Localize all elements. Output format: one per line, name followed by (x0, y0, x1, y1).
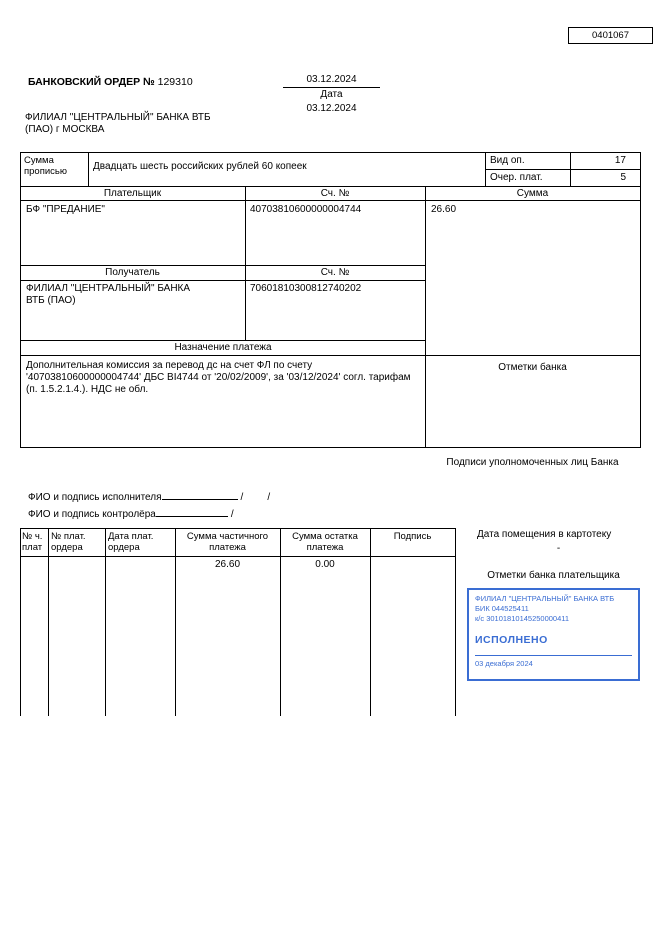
column-header-line: платежа (209, 542, 246, 553)
grid-line (20, 528, 21, 716)
title-label: БАНКОВСКИЙ ОРДЕР № (28, 76, 155, 88)
payer-bank-name-line2: (ПАО) г МОСКВА (25, 124, 105, 135)
bank-execution-stamp (467, 588, 640, 681)
payer-account-label: Сч. № (320, 188, 350, 199)
purpose-text: Дополнительная комиссия за перевод дс на счет ФЛ по счету '40703810600000004744' ДБС BI4744 от '20/02/2009', за '03/12/2024' согл. тарифам (п. 1.5.2.1.4.). НДС не обл. (26, 360, 411, 395)
form-code: 0401067 (592, 30, 629, 41)
date-block (283, 74, 380, 114)
grid-line (20, 340, 426, 341)
stamp-bik: БИК 044525411 (475, 604, 529, 613)
grid-line (20, 556, 455, 557)
stamp-status: ИСПОЛНЕНО (475, 634, 548, 646)
grid-line (425, 186, 426, 447)
grid-line (370, 528, 371, 716)
payer-name: БФ "ПРЕДАНИЕ" (26, 204, 105, 215)
grid-line (485, 152, 486, 186)
amount-words-label (24, 155, 67, 177)
grid-line (640, 152, 641, 448)
payer-label: Плательщик (103, 188, 162, 199)
payer-account: 40703810600000004744 (250, 204, 362, 215)
grid-line (20, 265, 426, 266)
amount-in-words: Двадцать шесть российских рублей 60 копеек (93, 161, 307, 172)
stamp-header (475, 594, 632, 624)
order-number: 129310 (157, 76, 193, 88)
grid-line (48, 528, 49, 716)
payee-account-label: Сч. № (320, 267, 350, 278)
stamp-bank-name: ФИЛИАЛ "ЦЕНТРАЛЬНЫЙ" БАНКА ВТБ (475, 594, 615, 603)
amount-value: 26.60 (431, 204, 457, 215)
date-label: Дата (320, 89, 343, 100)
document-title (28, 76, 193, 88)
grid-line (280, 528, 281, 716)
column-header-line: № плат. (51, 531, 86, 542)
amount-column-label: Сумма (516, 188, 549, 199)
payee-name: ФИЛИАЛ "ЦЕНТРАЛЬНЫЙ" БАНКА ВТБ (ПАО) (26, 283, 191, 306)
grid-line (20, 152, 640, 153)
slash-icon: / (230, 509, 234, 520)
payer-bank-name (25, 112, 255, 136)
amount-words-label-line1: Сумма (24, 155, 54, 166)
executor-signature-label: ФИО и подпись исполнителя (28, 492, 162, 503)
grid-line (245, 186, 246, 340)
stamp-corr-account: к/с 30101810145250000411 (475, 614, 570, 623)
grid-line (20, 355, 640, 356)
partial-col-partial-amount (176, 531, 279, 553)
controller-signature-label: ФИО и подпись контролёра (28, 509, 156, 520)
priority-value: 5 (620, 172, 626, 183)
column-header-line: Сумма частичного (186, 531, 269, 542)
grid-line (175, 528, 176, 716)
column-header-line: ордера (51, 542, 83, 553)
grid-line (20, 186, 640, 187)
grid-line (20, 200, 640, 201)
partial-amount-value: 26.60 (214, 559, 241, 570)
form-code-box (568, 27, 653, 44)
slash-icon: / (267, 492, 271, 503)
column-header-line: Подпись (393, 531, 432, 542)
op-type-value: 17 (614, 155, 626, 166)
payee-account: 70601810300812740202 (250, 283, 362, 294)
grid-line (455, 528, 456, 716)
payer-bank-marks-label: Отметки банка плательщика (487, 570, 620, 581)
controller-signature-row (28, 507, 234, 520)
date-value-2: 03.12.2024 (306, 103, 357, 114)
bank-signatures-label: Подписи уполномоченных лиц Банка (446, 457, 619, 468)
partial-col-remainder-amount (281, 531, 369, 553)
card-file-label: Дата помещения в картотеку (477, 529, 612, 540)
amount-words-label-line2: прописью (24, 166, 67, 177)
column-header-line: Сумма остатка (292, 531, 358, 542)
executor-signature-line (162, 490, 238, 500)
op-type-label: Вид оп. (490, 155, 525, 166)
slash-icon: / (240, 492, 244, 503)
card-file-block (477, 529, 640, 554)
partial-col-part-number (22, 531, 47, 553)
remainder-amount-value: 0.00 (315, 559, 335, 570)
payer-bank-name-line1: ФИЛИАЛ "ЦЕНТРАЛЬНЫЙ" БАНКА ВТБ (25, 112, 211, 123)
partial-col-signature (371, 531, 454, 542)
card-file-value: - (556, 543, 561, 554)
priority-label: Очер. плат. (490, 172, 543, 183)
grid-line (20, 447, 640, 448)
date-value: 03.12.2024 (283, 74, 380, 88)
grid-line (485, 169, 640, 170)
controller-signature-line (156, 507, 228, 517)
column-header-line: плат (22, 542, 43, 553)
payee-label: Получатель (105, 267, 160, 278)
purpose-label: Назначение платежа (174, 342, 272, 353)
partial-col-order-number (51, 531, 103, 553)
column-header-line: платежа (306, 542, 344, 553)
executor-signature-row (28, 490, 270, 503)
column-header-line: ордера (108, 542, 140, 553)
grid-line (20, 528, 455, 529)
stamp-date: 03 декабря 2024 (475, 655, 632, 669)
grid-line (88, 152, 89, 186)
grid-line (105, 528, 106, 716)
grid-line (20, 280, 426, 281)
partial-col-order-date (108, 531, 172, 553)
column-header-line: Дата плат. (108, 531, 154, 542)
column-header-line: № ч. (22, 531, 43, 542)
bank-marks-label: Отметки банка (498, 362, 567, 373)
